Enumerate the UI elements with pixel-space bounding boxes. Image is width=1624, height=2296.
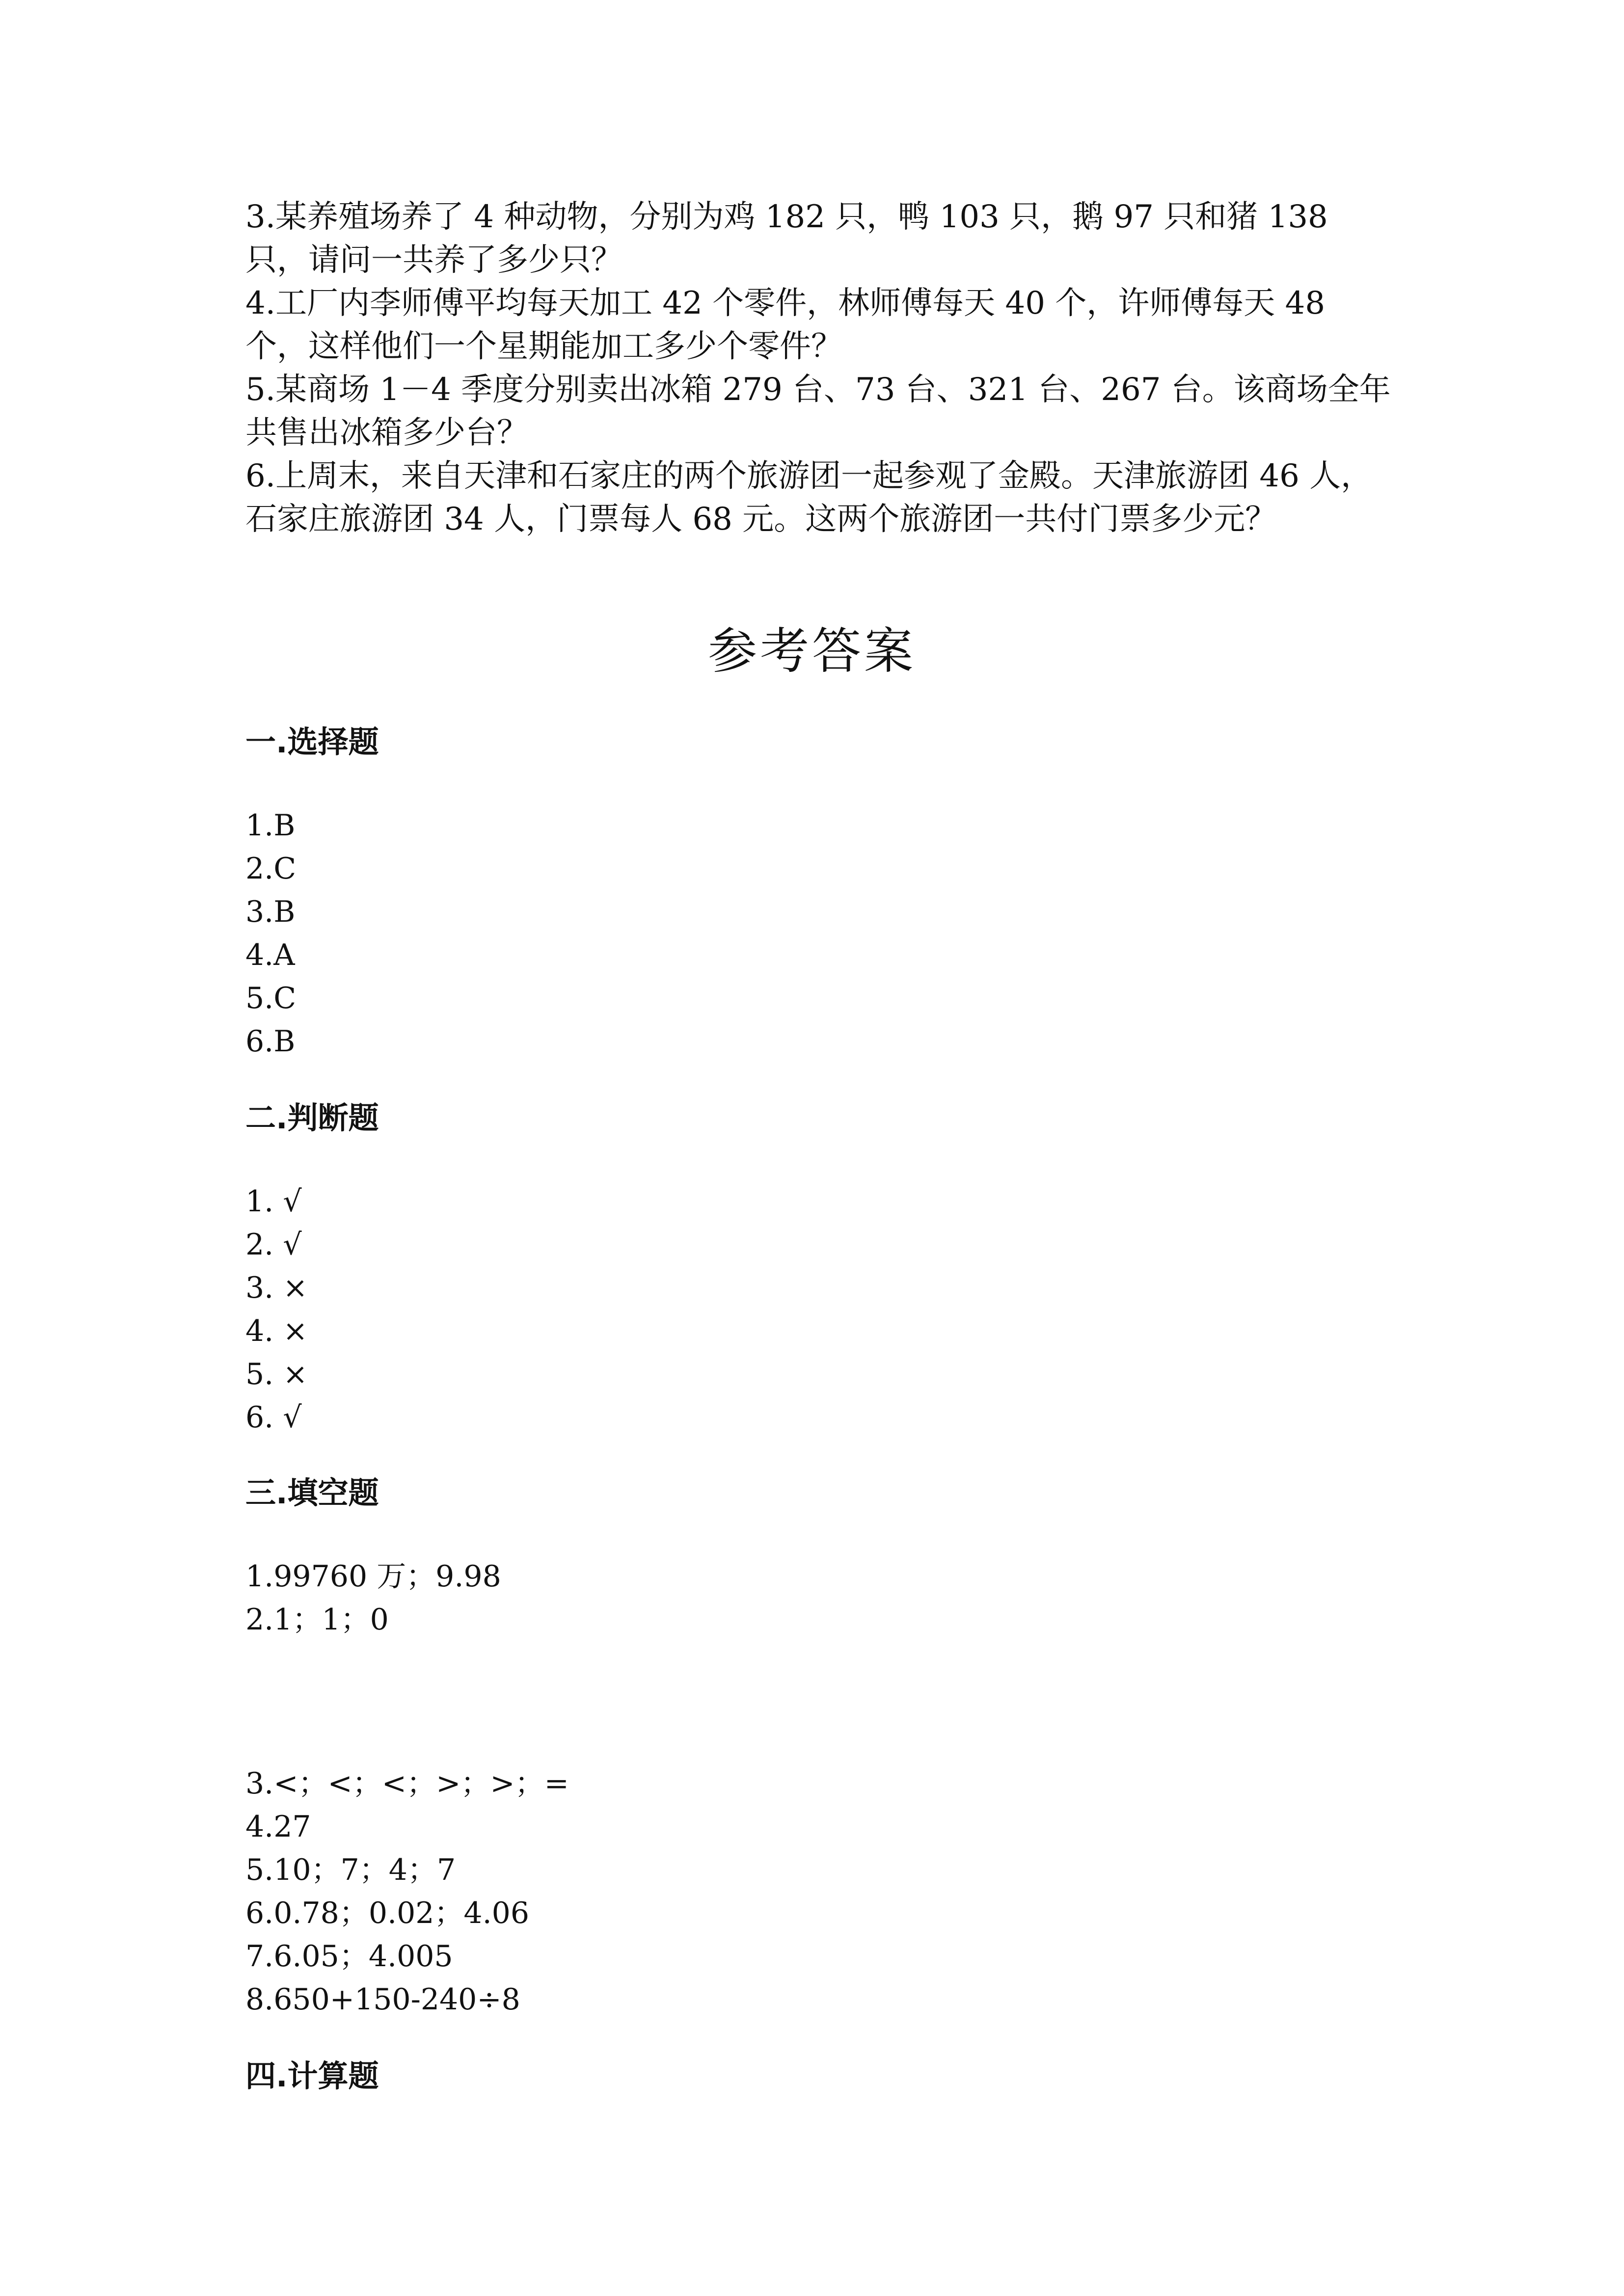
- answer-key-title: 参考答案: [708, 622, 916, 680]
- judge-answer: 3. ×: [245, 1271, 308, 1305]
- fill-answer: 4.27: [245, 1810, 311, 1844]
- choice-answer: 5.C: [245, 981, 297, 1015]
- judge-answer: 4. ×: [245, 1314, 308, 1348]
- problem-3: 3.某养殖场养了 4 种动物，分别为鸡 182 只，鸭 103 只，鹅 97 只和猪 138 只，请问一共养了多少只？: [245, 199, 1338, 278]
- section-heading-judge: 二.判断题: [245, 1100, 379, 1136]
- fill-answer-list-b: [245, 1762, 569, 2021]
- choice-answer: 4.A: [245, 938, 295, 972]
- fill-answer: 6.0.78；0.02；4.06: [245, 1896, 530, 1930]
- fill-answer: 5.10；7；4；7: [245, 1853, 456, 1887]
- judge-answer: 2. √: [245, 1228, 302, 1262]
- choice-answer: 1.B: [245, 808, 296, 843]
- problem-6: 6.上周末，来自天津和石家庄的两个旅游团一起参观了金殿。天津旅游团 46 人，石家庄旅游团 34 人，门票每人 68 元。这两个旅游团一共付门票多少元？: [245, 458, 1373, 537]
- choice-answer: 6.B: [245, 1024, 296, 1059]
- word-problems: [245, 195, 1394, 541]
- judge-answer: 1. √: [245, 1184, 302, 1219]
- fill-answer: 1.99760 万；9.98: [245, 1559, 501, 1594]
- fill-answer-list-a: [245, 1555, 501, 1641]
- judge-answer: 6. √: [245, 1400, 302, 1435]
- choice-answer: 3.B: [245, 895, 296, 929]
- problem-4: 4.工厂内李师傅平均每天加工 42 个零件，林师傅每天 40 个，许师傅每天 48 个，这样他们一个星期能加工多少个零件？: [245, 285, 1335, 365]
- section-heading-calc: 四.计算题: [245, 2058, 379, 2094]
- section-heading-fill: 三.填空题: [245, 1475, 379, 1511]
- choice-answer: 2.C: [245, 852, 297, 886]
- fill-answer: 8.650+150-240÷8: [245, 1982, 520, 2017]
- fill-answer: 2.1；1；0: [245, 1602, 389, 1637]
- choice-answer-list: [245, 804, 296, 1063]
- judge-answer: 5. ×: [245, 1357, 308, 1391]
- problem-5: 5.某商场 1－4 季度分别卖出冰箱 279 台、73 台、321 台、267 台。该商场全年共售出冰箱多少台？: [245, 372, 1391, 451]
- fill-answer: 3.<；<；<；>；>；=: [245, 1766, 569, 1801]
- judge-answer-list: [245, 1180, 308, 1439]
- fill-answer: 7.6.05；4.005: [245, 1939, 453, 1974]
- section-heading-choice: 一.选择题: [245, 724, 379, 760]
